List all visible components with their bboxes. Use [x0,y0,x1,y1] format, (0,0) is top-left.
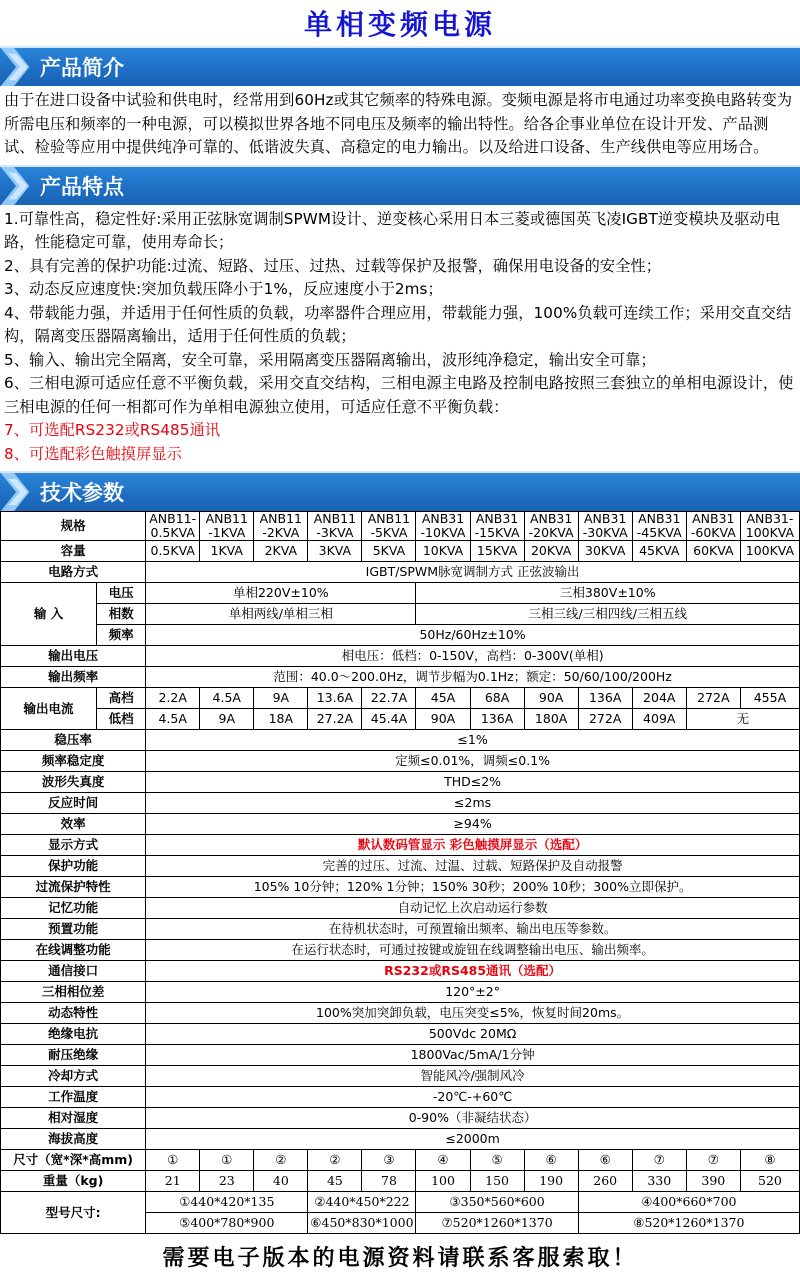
row-label: 预置功能 [1,919,146,940]
weight-cell: 23 [200,1171,254,1192]
row-label: 工作温度 [1,1087,146,1108]
row-value: 120°±2° [146,982,800,1003]
row-label-circuit: 电路方式 [1,562,146,583]
table-row [1,1171,800,1192]
row-label: 海拔高度 [1,1129,146,1150]
model-name-line: -60KVA [690,525,736,540]
table-row [1,1024,800,1045]
row-label: 记忆功能 [1,898,146,919]
output-voltage-value: 相电压：低档：0-150V，高档：0-300V(单相) [146,646,800,667]
row-label: 反应时间 [1,793,146,814]
model-size-cell: ①440*420*135 [146,1192,308,1213]
row-label: 波形失真度 [1,772,146,793]
table-row [1,856,800,877]
feature-item: 5、输入、输出完全隔离，安全可靠，采用隔离变压器隔离输出，波形纯净稳定，输出安全可靠； [4,350,656,369]
current-low-cell: 136A [470,709,524,730]
model-name-line: ANB11 [205,511,248,526]
current-high-cell: 272A [686,688,740,709]
row-label-model-size: 型号尺寸: [1,1192,146,1234]
row-value: 完善的过压、过流、过温、过载、短路保护及自动报警 [146,856,800,877]
row-label: 保护功能 [1,856,146,877]
row-label-voltage: 电压 [97,583,146,604]
row-label: 在线调整功能 [1,940,146,961]
current-high-cell: 22.7A [362,688,416,709]
row-label-output-current: 输出电流 [1,688,97,730]
section-heading-features: 产品特点 [40,174,124,199]
row-label: 稳压率 [1,730,146,751]
row-label-low: 低档 [97,709,146,730]
capacity-cell: 2KVA [254,541,308,562]
model-name-cell [686,512,740,541]
size-code-cell: ① [146,1150,200,1171]
current-low-cell: 180A [524,709,578,730]
size-code-cell: ⑥ [578,1150,632,1171]
model-name-line: 0.5KVA [150,525,195,540]
capacity-cell: 45KVA [632,541,686,562]
current-high-cell: 204A [632,688,686,709]
current-high-cell: 13.6A [308,688,362,709]
weight-cell: 260 [578,1171,632,1192]
feature-item: 1.可靠性高，稳定性好:采用正弦脉宽调制SPWM设计、逆变核心采用日本三菱或德国英飞凌IGBT逆变模块及驱动电路，性能稳定可靠，使用寿命长； [4,209,781,251]
model-size-cell: ⑧520*1260*1370 [578,1213,799,1234]
model-name-line: ANB11 [313,511,357,526]
current-high-cell: 136A [578,688,632,709]
current-low-cell: 27.2A [308,709,362,730]
weight-cell: 100 [416,1171,470,1192]
row-label: 显示方式 [1,835,146,856]
capacity-cell: 15KVA [470,541,524,562]
model-name-line: ANB31 [421,511,465,526]
row-value: 在待机状态时，可预置输出频率、输出电压等参数。 [146,919,800,940]
row-label-output-voltage: 输出电压 [1,646,146,667]
table-row [1,1192,800,1213]
table-row [1,1045,800,1066]
table-row [1,709,800,730]
table-row [1,1108,800,1129]
weight-cell: 45 [308,1171,362,1192]
current-low-cell: 409A [632,709,686,730]
size-code-cell: ① [200,1150,254,1171]
model-name-line: -1KVA [208,525,246,540]
section-heading-specs: 技术参数 [40,481,124,505]
current-low-cell: 9A [200,709,254,730]
model-name-line: ANB31 [584,511,627,526]
model-name-line: -10KVA [420,525,466,540]
model-name-line: -3KVA [316,525,354,540]
current-high-cell: 45A [416,688,470,709]
row-value: 定频≤0.01%，调频≤0.1% [146,751,800,772]
row-label: 三相相位差 [1,982,146,1003]
row-label-weight: 重量（kg) [1,1171,146,1192]
table-row [1,562,800,583]
features-list [0,205,800,472]
model-name-line: ANB31 [475,511,519,526]
size-code-cell: ② [254,1150,308,1171]
table-row [1,793,800,814]
voltage-three: 三相380V±10% [416,583,800,604]
row-value: ≤2ms [146,793,800,814]
model-name-cell [362,512,416,541]
row-value: 0-90%（非凝结状态） [146,1108,800,1129]
row-value: RS232或RS485通讯（选配） [146,961,800,982]
table-row [1,835,800,856]
chevron-right-icon [0,473,34,511]
row-label: 通信接口 [1,961,146,982]
table-row [1,625,800,646]
weight-cell: 78 [362,1171,416,1192]
output-frequency-value: 范围：40.0～200.0Hz，调节步幅为0.1Hz；额定：50/60/100/200Hz [146,667,800,688]
current-high-cell: 4.5A [200,688,254,709]
feature-item: 3、动态反应速度快:突加负载压降小于1%，反应速度小于2ms； [4,280,443,298]
capacity-cell: 20KVA [524,541,578,562]
model-name-line: -30KVA [582,525,628,540]
size-code-cell: ⑥ [524,1150,578,1171]
capacity-cell: 0.5KVA [146,541,200,562]
size-code-cell: ② [308,1150,362,1171]
phase-single: 单相两线/单相三相 [146,604,416,625]
size-code-cell: ⑦ [632,1150,686,1171]
size-code-cell: ③ [362,1150,416,1171]
row-label-phase: 相数 [97,604,146,625]
model-name-line: ANB11- [149,511,197,526]
model-name-cell [524,512,578,541]
row-value: ≤1% [146,730,800,751]
current-low-cell: 4.5A [146,709,200,730]
row-label-size: 尺寸（宽*深*高mm) [1,1150,146,1171]
row-value: 智能风冷/强制风冷 [146,1066,800,1087]
model-size-cell: ⑤400*780*900 [146,1213,308,1234]
row-label-frequency: 频率 [97,625,146,646]
model-size-cell: ④400*660*700 [578,1192,799,1213]
size-code-cell: ④ [416,1150,470,1171]
row-label: 频率稳定度 [1,751,146,772]
model-name-line: ANB31 [692,511,735,526]
current-low-cell: 18A [254,709,308,730]
row-value: 默认数码管显示 彩色触摸屏显示（选配） [146,835,800,856]
current-high-cell: 9A [254,688,308,709]
model-name-cell [416,512,470,541]
model-name-line: -45KVA [636,525,682,540]
phase-three: 三相三线/三相四线/三相五线 [416,604,800,625]
current-high-cell: 2.2A [146,688,200,709]
current-low-cell: 45.4A [362,709,416,730]
model-name-cell [470,512,524,541]
capacity-cell: 5KVA [362,541,416,562]
row-value: ≥94% [146,814,800,835]
model-name-cell [740,512,799,541]
row-label-models: 规格 [1,512,146,541]
table-row [1,541,800,562]
model-name-cell [200,512,254,541]
model-name-cell [254,512,308,541]
capacity-cell: 100KVA [740,541,799,562]
section-header-intro [0,46,800,86]
row-value: THD≤2% [146,772,800,793]
voltage-single: 单相220V±10% [146,583,416,604]
model-name-cell [146,512,200,541]
row-label: 绝缘电抗 [1,1024,146,1045]
model-name-line: -20KVA [528,525,574,540]
model-name-line: 100KVA [745,525,795,540]
row-label-high: 高档 [97,688,146,709]
model-name-line: ANB31 [638,511,681,526]
section-header-specs [0,471,800,511]
capacity-cell: 60KVA [686,541,740,562]
row-label-capacity: 容量 [1,541,146,562]
circuit-value: IGBT/SPWM脉宽调制方式 正弦波输出 [146,562,800,583]
row-label: 过流保护特性 [1,877,146,898]
capacity-cell: 30KVA [578,541,632,562]
table-row [1,814,800,835]
model-name-line: ANB11 [367,511,411,526]
model-name-line: ANB31- [746,511,794,526]
feature-item-optional: 8、可选配彩色触摸屏显示 [4,444,182,463]
weight-cell: 40 [254,1171,308,1192]
table-row [1,730,800,751]
table-row [1,1087,800,1108]
model-size-cell: ②440*450*222 [308,1192,416,1213]
model-size-cell: ⑥450*830*1000 [308,1213,416,1234]
weight-cell: 330 [632,1171,686,1192]
model-size-cell: ⑦520*1260*1370 [416,1213,578,1234]
row-value: 1800Vac/5mA/1分钟 [146,1045,800,1066]
weight-cell: 150 [470,1171,524,1192]
current-high-cell: 68A [470,688,524,709]
row-label-input: 输 入 [1,583,97,646]
row-value: -20℃-+60℃ [146,1087,800,1108]
table-row [1,688,800,709]
row-label-output-frequency: 输出频率 [1,667,146,688]
row-value: ≤2000m [146,1129,800,1150]
feature-item: 4、带载能力强，并适用于任何性质的负载，功率器件合理应用，带载能力强，100%负载可连续工作；采用交直交结构，隔离变压器隔离输出，适用于任何性质的负载； [4,303,792,345]
current-high-cell: 90A [524,688,578,709]
table-row [1,982,800,1003]
feature-item: 6、三相电源可适应任意不平衡负载，采用交直交结构，三相电源主电路及控制电路按照三套独立的单相电源设计，使三相电源的任何一相都可作为单相电源独立使用，可适应任意不平衡负载： [4,374,794,416]
row-value: 500Vdc 20MΩ [146,1024,800,1045]
chevron-right-icon [0,167,34,205]
weight-cell: 520 [740,1171,799,1192]
table-row [1,940,800,961]
current-high-cell: 455A [740,688,799,709]
table-row [1,604,800,625]
table-row [1,583,800,604]
feature-item: 2、具有完善的保护功能:过流、短路、过压、过热、过载等保护及报警，确保用电设备的安全性； [4,256,662,275]
feature-item-optional: 7、可选配RS232或RS485通讯 [4,421,221,439]
size-code-cell: ⑧ [740,1150,799,1171]
row-value: 105% 10分钟；120% 1分钟；150% 30秒；200% 10秒；300%立即保护。 [146,877,800,898]
table-row [1,961,800,982]
table-row [1,1150,800,1171]
capacity-cell: 10KVA [416,541,470,562]
table-row [1,898,800,919]
model-name-line: -2KVA [262,525,300,540]
model-name-line: -5KVA [370,525,408,540]
intro-text [0,86,800,165]
table-row [1,512,800,541]
table-row [1,667,800,688]
model-name-cell [308,512,362,541]
model-name-line: -15KVA [474,525,520,540]
model-name-cell [632,512,686,541]
page-title: 单相变频电源 [303,8,496,41]
size-code-cell: ⑦ [686,1150,740,1171]
row-value: 自动记忆上次启动运行参数 [146,898,800,919]
capacity-cell: 1KVA [200,541,254,562]
model-size-cell: ③350*560*600 [416,1192,578,1213]
current-low-none: 无 [686,709,799,730]
weight-cell: 21 [146,1171,200,1192]
weight-cell: 390 [686,1171,740,1192]
model-name-line: ANB11 [259,511,303,526]
section-heading-intro: 产品简介 [40,56,124,80]
row-label: 耐压绝缘 [1,1045,146,1066]
row-value: 100%突加突卸负载，电压突变≤5%，恢复时间20ms。 [146,1003,800,1024]
current-low-cell: 90A [416,709,470,730]
table-row [1,877,800,898]
capacity-cell: 3KVA [308,541,362,562]
size-code-cell: ⑤ [470,1150,524,1171]
table-row [1,772,800,793]
spec-table [0,511,800,1234]
table-row [1,646,800,667]
model-name-line: ANB31 [529,511,573,526]
frequency-value: 50Hz/60Hz±10% [146,625,800,646]
row-label: 效率 [1,814,146,835]
footer-contact-note: 需要电子版本的电源资料请联系客服索取！ [162,1244,638,1271]
table-row [1,1066,800,1087]
table-row [1,1003,800,1024]
row-value: 在运行状态时，可通过按键或旋钮在线调整输出电压、输出频率。 [146,940,800,961]
row-label: 动态特性 [1,1003,146,1024]
intro-paragraph: 由于在进口设备中试验和供电时，经常用到60Hz或其它频率的特殊电源。变频电源是将市电通过功率变换电路转变为所需电压和频率的一种电源，可以模拟世界各地不同电压及频率的输出特性。给各企事业单位在设计开发、产品测试、检验等应用中提供纯净可靠的、低谐波失真、高稳定的电力输出。以及给进口设备、生产线供电等应用场合。 [4,91,793,156]
table-row [1,1129,800,1150]
table-row [1,919,800,940]
weight-cell: 190 [524,1171,578,1192]
row-label: 冷却方式 [1,1066,146,1087]
model-name-cell [578,512,632,541]
current-low-cell: 272A [578,709,632,730]
chevron-right-icon [0,48,34,86]
row-label: 相对湿度 [1,1108,146,1129]
section-header-features [0,165,800,205]
table-row [1,751,800,772]
